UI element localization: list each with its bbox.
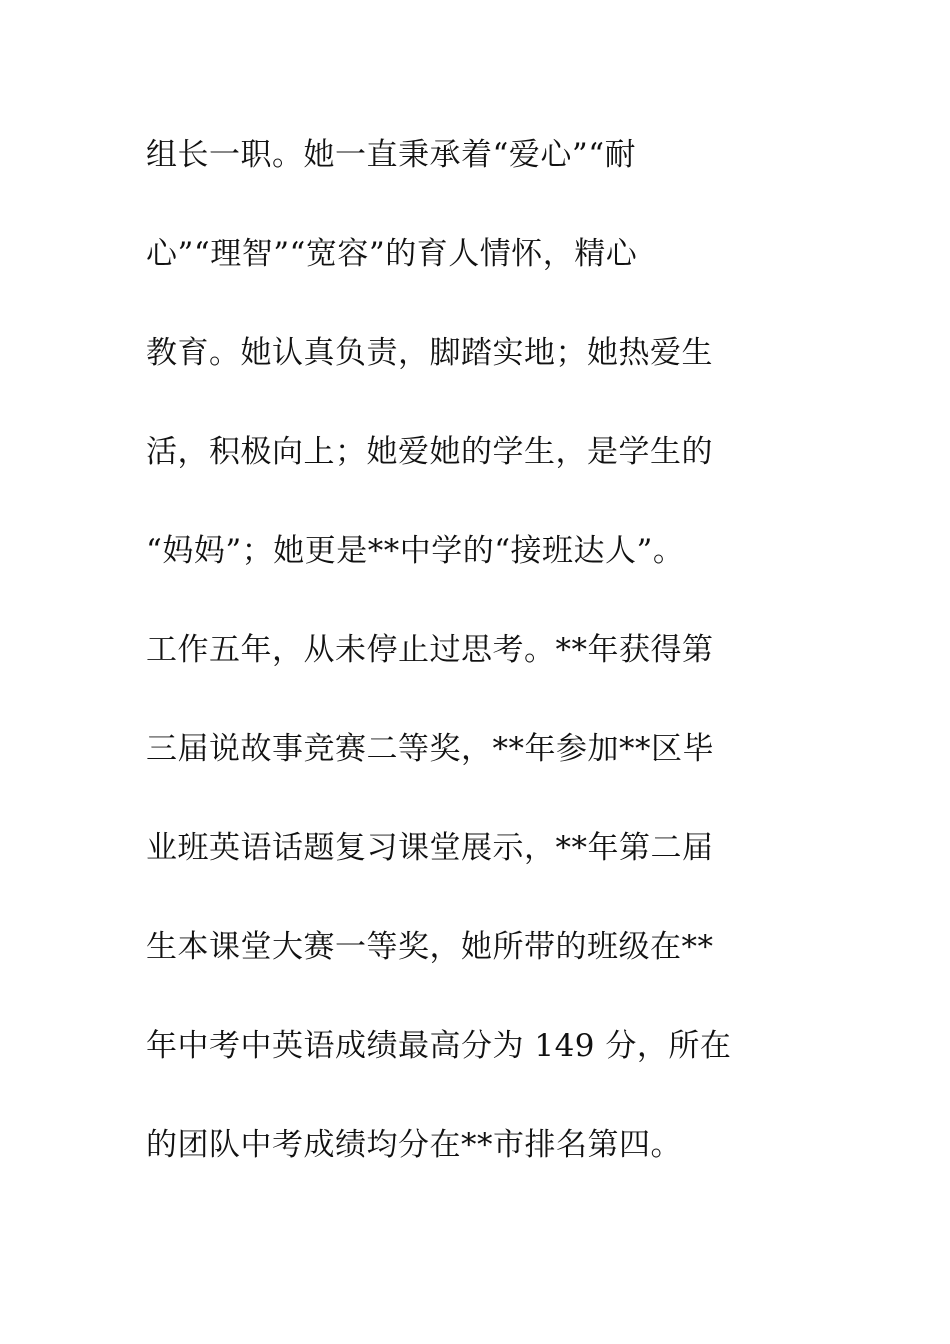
text-line: 教育。她认真负责，脚踏实地；她热爱生: [146, 335, 713, 371]
text-line: “妈妈”；她更是**中学的“接班达人”。: [146, 533, 685, 569]
text-line: 心”“理智”“宽容”的育人情怀，精心: [146, 236, 638, 272]
text-line: 活，积极向上；她爱她的学生，是学生的: [146, 434, 713, 470]
text-line: 的团队中考成绩均分在**市排名第四。: [146, 1127, 682, 1163]
text-line: 年中考中英语成绩最高分为 149 分，所在: [146, 1028, 732, 1064]
text-line: 组长一职。她一直秉承着“爱心”“耐: [146, 137, 637, 173]
text-line: 业班英语话题复习课堂展示，**年第二届: [146, 830, 714, 866]
text-line: 三届说故事竞赛二等奖，**年参加**区毕: [146, 731, 714, 767]
text-line: 生本课堂大赛一等奖，她所带的班级在**: [146, 929, 714, 965]
body-text: [146, 126, 826, 1215]
text-line: 工作五年，从未停止过思考。**年获得第: [146, 632, 714, 668]
